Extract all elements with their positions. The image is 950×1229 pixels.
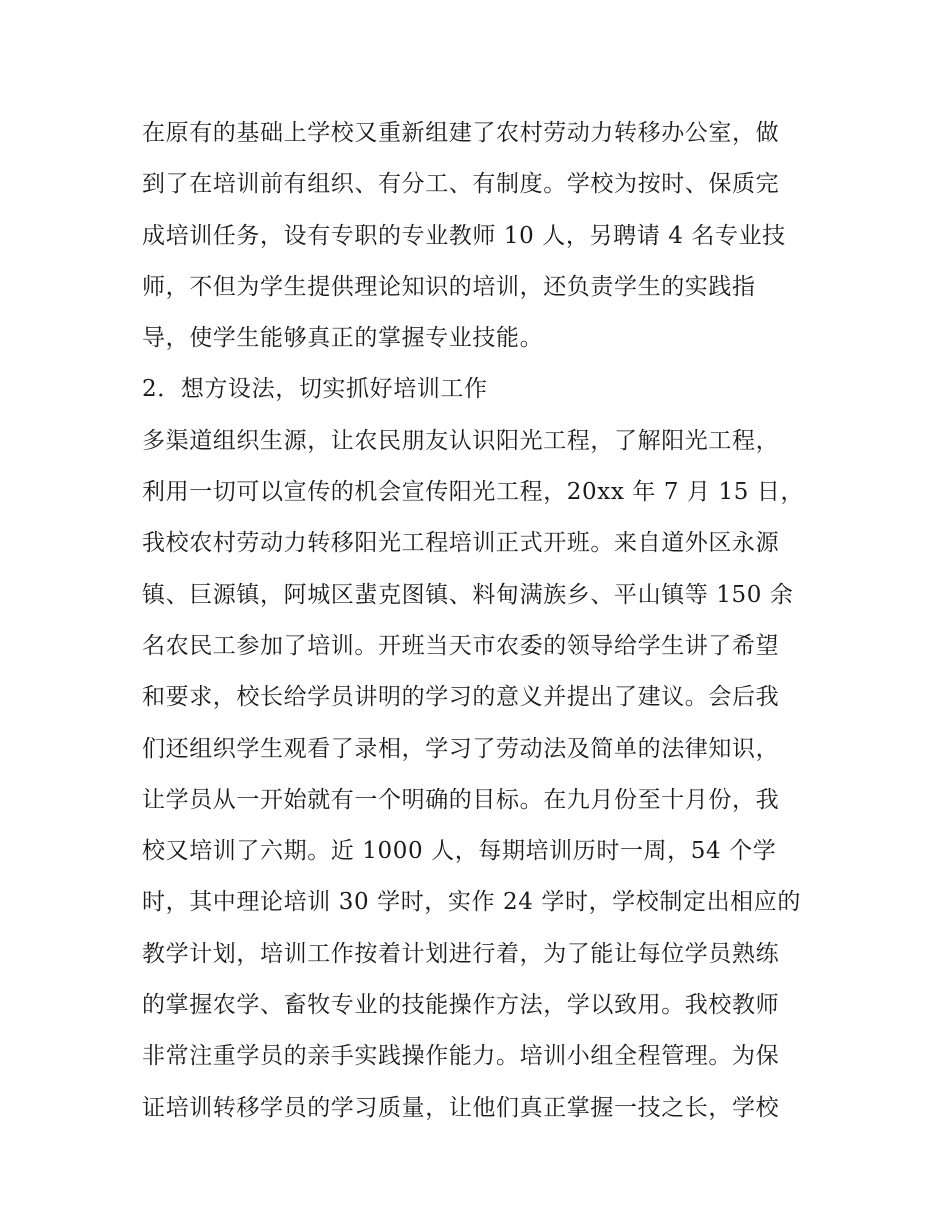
text-line-14: 让学员从一开始就有一个明确的目标。在九月份至十月份，我 bbox=[142, 786, 780, 813]
text-line-16: 时，其中理论培训 30 学时，实作 24 学时，学校制定出相应的 bbox=[142, 889, 801, 916]
text-line-3: 成培训任务，设有专职的专业教师 10 人，另聘请 4 名专业技 bbox=[142, 222, 786, 249]
text-line-18: 的掌握农学、畜牧专业的技能操作方法，学以致用。我校教师 bbox=[142, 992, 780, 1019]
text-line-19: 非常注重学员的亲手实践操作能力。培训小组全程管理。为保 bbox=[142, 1043, 780, 1070]
text-line-7: 多渠道组织生源，让农民朋友认识阳光工程，了解阳光工程， bbox=[142, 427, 780, 454]
text-line-1: 在原有的基础上学校又重新组建了农村劳动力转移办公室，做 bbox=[142, 120, 780, 146]
text-line-8: 利用一切可以宣传的机会宣传阳光工程，20xx 年 7 月 15 日， bbox=[142, 479, 805, 506]
text-line-17: 教学计划，培训工作按着计划进行着，为了能让每位学员熟练 bbox=[142, 940, 780, 967]
text-line-5: 导，使学生能够真正的掌握专业技能。 bbox=[142, 325, 544, 352]
body-text bbox=[142, 108, 822, 1134]
text-line-13: 们还组织学生观看了录相，学习了劳动法及简单的法律知识， bbox=[142, 735, 780, 762]
text-line-20: 证培训转移学员的学习质量，让他们真正掌握一技之长，学校 bbox=[142, 1094, 780, 1121]
section-heading: 2．想方设法，切实抓好培训工作 bbox=[142, 376, 488, 403]
text-line-12: 和要求，校长给学员讲明的学习的意义并提出了建议。会后我 bbox=[142, 684, 780, 711]
text-line-10: 镇、巨源镇，阿城区蜚克图镇、料甸满族乡、平山镇等 150 余 bbox=[142, 581, 794, 608]
text-line-15: 校又培训了六期。近 1000 人，每期培训历时一周，54 个学 bbox=[142, 838, 777, 865]
text-line-11: 名农民工参加了培训。开班当天市农委的领导给学生讲了希望 bbox=[142, 632, 780, 659]
text-line-4: 师，不但为学生提供理论知识的培训，还负责学生的实践指 bbox=[142, 273, 756, 300]
text-line-9: 我校农村劳动力转移阳光工程培训正式开班。来自道外区永源 bbox=[142, 530, 780, 557]
text-line-2: 到了在培训前有组织、有分工、有制度。学校为按时、保质完 bbox=[142, 171, 780, 198]
